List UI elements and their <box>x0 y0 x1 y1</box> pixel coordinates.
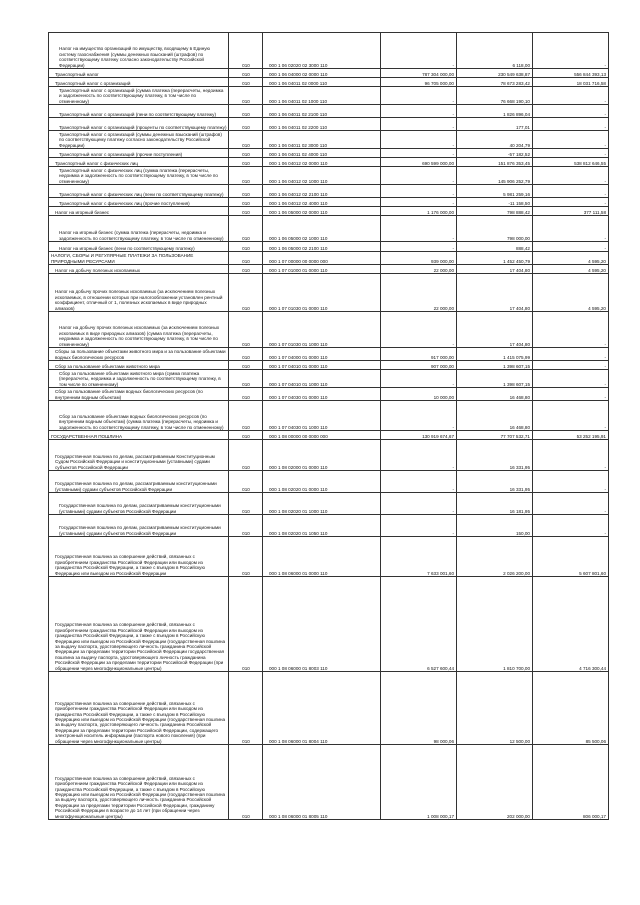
row-name-cell: Налог на игорный бизнес (пени по соответствующему платежу) <box>49 242 229 252</box>
row-line-code-cell: 010 <box>229 252 263 265</box>
row-unexecuted-cell: - <box>533 348 609 361</box>
row-line-code-cell: 010 <box>229 401 263 431</box>
row-line-code-cell: 010 <box>229 431 263 440</box>
table-row <box>49 149 609 158</box>
row-unexecuted-cell: - <box>533 149 609 158</box>
row-approved-cell: - <box>381 440 457 471</box>
row-unexecuted-cell: 538 812 646,55 <box>533 158 609 167</box>
row-approved-cell: 690 599 000,00 <box>381 158 457 167</box>
row-line-code-cell: 010 <box>229 370 263 388</box>
row-budget-code-cell: 000 1 07 00000 00 0000 000 <box>263 252 381 265</box>
table-row <box>49 252 609 265</box>
row-name-cell: Транспортный налог с организаций (пени по соответствующему платежу) <box>49 105 229 118</box>
row-budget-code-cell: 000 1 08 02020 01 1000 110 <box>263 493 381 515</box>
row-unexecuted-cell: - <box>533 87 609 105</box>
row-unexecuted-cell: - <box>533 312 609 348</box>
row-name-cell: Государственная пошлина по делам, рассматриваемым конституционными (уставными) судами субъектов Российской Федерации <box>49 515 229 537</box>
row-unexecuted-cell: 85 500,06 <box>533 672 609 745</box>
row-approved-cell: - <box>381 105 457 118</box>
row-line-code-cell: 010 <box>229 515 263 537</box>
row-unexecuted-cell: 4 716 300,44 <box>533 577 609 672</box>
table-row <box>49 207 609 216</box>
row-line-code-cell: 010 <box>229 348 263 361</box>
table-row <box>49 78 609 87</box>
row-executed-cell: 16 468,80 <box>457 401 533 431</box>
table-row <box>49 158 609 167</box>
table-row <box>49 167 609 185</box>
row-name-cell: Налог на добычу полезных ископаемых <box>49 265 229 274</box>
row-unexecuted-cell: 556 844 393,13 <box>533 69 609 78</box>
row-approved-cell: - <box>381 493 457 515</box>
row-unexecuted-cell: - <box>533 493 609 515</box>
row-name-cell: Государственная пошлина за совершение действий, связанных с приобретением гражданства Российской Федерации или выходом из гражданства Российской Федерации, а также с въездом в Российскую Федерацию или выездом из Российской Федерации (государственная пошлина за выдачу паспорта, удостоверяющего личность гражданина Российской Федерации за пределами территории Российской Федерации, гражданину Российской Федерации в возрасте до 14 лет (при обращении через многофункциональные центры) <box>49 745 229 820</box>
row-executed-cell: 888,42 <box>457 242 533 252</box>
row-executed-cell: 40 204,79 <box>457 131 533 149</box>
table-row <box>49 672 609 745</box>
row-unexecuted-cell: - <box>533 515 609 537</box>
row-line-code-cell: 010 <box>229 216 263 242</box>
row-unexecuted-cell: - <box>533 361 609 370</box>
table-row <box>49 131 609 149</box>
row-executed-cell: 6 118,00 <box>457 33 533 69</box>
table-row <box>49 515 609 537</box>
row-unexecuted-cell: - <box>533 105 609 118</box>
row-executed-cell: 16 331,95 <box>457 440 533 471</box>
table-row <box>49 440 609 471</box>
row-approved-cell: 22 000,00 <box>381 274 457 312</box>
row-name-cell: Налог на игорный бизнес <box>49 207 229 216</box>
row-budget-code-cell: 000 1 06 02020 02 3000 110 <box>263 33 381 69</box>
row-name-cell: Сборы за пользование объектами животного мира и за пользование объектами водных биологических ресурсов <box>49 348 229 361</box>
row-approved-cell: - <box>381 87 457 105</box>
row-approved-cell: 1 008 000,17 <box>381 745 457 820</box>
row-executed-cell: 150,00 <box>457 515 533 537</box>
row-line-code-cell: 010 <box>229 493 263 515</box>
row-line-code-cell: 010 <box>229 149 263 158</box>
row-approved-cell: - <box>381 471 457 493</box>
row-executed-cell: 145 906 252,79 <box>457 167 533 185</box>
table-row <box>49 471 609 493</box>
row-line-code-cell: 010 <box>229 274 263 312</box>
row-unexecuted-cell: - <box>533 471 609 493</box>
row-line-code-cell: 010 <box>229 745 263 820</box>
row-budget-code-cell: 000 1 08 06000 01 8004 110 <box>263 672 381 745</box>
row-approved-cell: 787 304 000,00 <box>381 69 457 78</box>
row-name-cell: Транспортный налог с физических лиц (пени по соответствующему платежу) <box>49 185 229 198</box>
table-row <box>49 388 609 401</box>
row-executed-cell: 12 500,00 <box>457 672 533 745</box>
row-unexecuted-cell: - <box>533 33 609 69</box>
row-executed-cell: 151 876 353,45 <box>457 158 533 167</box>
row-budget-code-cell: 000 1 06 04012 02 4000 110 <box>263 198 381 207</box>
row-executed-cell: 1 452 450,79 <box>457 252 533 265</box>
row-executed-cell: 16 331,95 <box>457 471 533 493</box>
row-approved-cell: 10 000,00 <box>381 388 457 401</box>
row-name-cell: Транспортный налог с организаций (сумма платежа (перерасчеты, недоимка и задолженность по соответствующему платежу, в том числе по отмененному) <box>49 87 229 105</box>
row-name-cell: Сбор за пользование объектами водных биологических ресурсов (по внутренним водным объектам) <box>49 388 229 401</box>
row-executed-cell: 1 398 607,15 <box>457 361 533 370</box>
row-name-cell: Транспортный налог с физических лиц <box>49 158 229 167</box>
row-approved-cell: - <box>381 149 457 158</box>
table-row <box>49 216 609 242</box>
row-budget-code-cell: 000 1 07 01030 01 1000 110 <box>263 312 381 348</box>
row-approved-cell: 1 176 000,00 <box>381 207 457 216</box>
row-unexecuted-cell: 806 000,17 <box>533 745 609 820</box>
row-unexecuted-cell: 4 595,20 <box>533 265 609 274</box>
row-approved-cell: 6 527 600,44 <box>381 577 457 672</box>
row-executed-cell: 202 000,00 <box>457 745 533 820</box>
row-unexecuted-cell: - <box>533 167 609 185</box>
row-budget-code-cell: 000 1 06 05000 02 2100 110 <box>263 242 381 252</box>
row-line-code-cell: 010 <box>229 167 263 185</box>
row-unexecuted-cell: 4 595,20 <box>533 274 609 312</box>
row-executed-cell: 177,01 <box>457 118 533 131</box>
row-budget-code-cell: 000 1 06 04012 02 1000 110 <box>263 167 381 185</box>
table-row <box>49 401 609 431</box>
row-name-cell: Государственная пошлина по делам, рассматриваемым Конституционным Судом Российской Федерации и конституционными (уставными) судами субъектов Российской Федерации <box>49 440 229 471</box>
row-approved-cell: 130 919 674,67 <box>381 431 457 440</box>
row-executed-cell: 1 826 896,04 <box>457 105 533 118</box>
row-line-code-cell: 010 <box>229 69 263 78</box>
row-budget-code-cell: 000 1 06 04000 02 0000 110 <box>263 69 381 78</box>
row-name-cell: Транспортный налог <box>49 69 229 78</box>
row-unexecuted-cell: - <box>533 198 609 207</box>
row-name-cell: Налог на добычу прочих полезных ископаемых (за исключением полезных ископаемых, в отношении которых при налогообложении установлен рентный коэффициент, отличный от 1, полезных ископаемых в виде природных алмазов) <box>49 274 229 312</box>
table-row <box>49 370 609 388</box>
row-approved-cell: - <box>381 131 457 149</box>
row-name-cell: Налог на имущество организаций по имуществу, входящему в Единую систему газоснабжения (суммы денежных взысканий (штрафов) по соответствующему платежу согласно законодательству Российской Федерации) <box>49 33 229 69</box>
row-executed-cell: 2 026 200,00 <box>457 537 533 577</box>
table-row <box>49 312 609 348</box>
row-approved-cell: 98 000,06 <box>381 672 457 745</box>
table-row <box>49 431 609 440</box>
row-name-cell: Транспортный налог с организаций (прочие поступления) <box>49 149 229 158</box>
table-row <box>49 577 609 672</box>
table-row <box>49 69 609 78</box>
row-budget-code-cell: 000 1 07 04000 01 0000 110 <box>263 348 381 361</box>
row-unexecuted-cell: - <box>533 131 609 149</box>
row-executed-cell: 16 468,80 <box>457 388 533 401</box>
row-name-cell: Государственная пошлина за совершение действий, связанных с приобретением гражданства Российской Федерации или выходом из гражданства Российской Федерации, а также с въездом в Российскую Федерацию или выездом из Российской Федерации (государственная пошлина за выдачу паспорта, удостоверяющего личность гражданина Российской Федерации за пределами территории Российской Федерации государственная пошлина за выдачу паспорта, удостоверяющего личность гражданина Российской Федерации за пределами территории Российской Федерации (при обращении через многофункциональные центры) <box>49 577 229 672</box>
row-name-cell: Транспортный налог с физических лиц (сумма платежа (перерасчеты, недоимка и задолженность по соответствующему платежу, в том числе по отмененному) <box>49 167 229 185</box>
row-budget-code-cell: 000 1 06 04011 02 1000 110 <box>263 87 381 105</box>
row-line-code-cell: 010 <box>229 105 263 118</box>
table-row <box>49 348 609 361</box>
row-unexecuted-cell: - <box>533 388 609 401</box>
row-approved-cell: - <box>381 312 457 348</box>
row-line-code-cell: 010 <box>229 440 263 471</box>
row-executed-cell: 1 398 607,15 <box>457 370 533 388</box>
row-name-cell: Государственная пошлина по делам, рассматриваемым конституционными (уставными) судами субъектов Российской Федерации <box>49 493 229 515</box>
row-name-cell: Транспортный налог с организаций (суммы денежных взысканий (штрафов) по соответствующему платежу согласно законодательству Российской Федерации) <box>49 131 229 149</box>
row-executed-cell: 1 415 075,99 <box>457 348 533 361</box>
row-line-code-cell: 010 <box>229 242 263 252</box>
row-budget-code-cell: 000 1 08 06000 01 8005 110 <box>263 745 381 820</box>
row-budget-code-cell: 000 1 08 06000 01 0000 110 <box>263 537 381 577</box>
row-executed-cell: 78 673 283,42 <box>457 78 533 87</box>
table-row <box>49 185 609 198</box>
row-executed-cell: 77 707 532,71 <box>457 431 533 440</box>
row-line-code-cell: 010 <box>229 361 263 370</box>
row-line-code-cell: 010 <box>229 471 263 493</box>
row-executed-cell: 798 888,42 <box>457 207 533 216</box>
table-row <box>49 274 609 312</box>
table-row <box>49 745 609 820</box>
table-row <box>49 242 609 252</box>
row-name-cell: Государственная пошлина за совершение действий, связанных с приобретением гражданства Российской Федерации или выходом из гражданства Российской Федерации, а также с въездом в Российскую Федерацию или выездом из Российской Федерации (государственная пошлина за выдачу паспорта, удостоверяющего личность гражданина Российской Федерации за пределами территории Российской Федерации, содержащего электронный носитель информации (паспорта нового поколения) (при обращении через многофункциональные центры) <box>49 672 229 745</box>
row-executed-cell: 230 549 638,87 <box>457 69 533 78</box>
row-unexecuted-cell: 377 111,58 <box>533 207 609 216</box>
row-line-code-cell: 010 <box>229 672 263 745</box>
row-executed-cell: -57 182,52 <box>457 149 533 158</box>
row-executed-cell: 798 000,00 <box>457 216 533 242</box>
table-row <box>49 87 609 105</box>
row-approved-cell: - <box>381 401 457 431</box>
table-row <box>49 198 609 207</box>
row-approved-cell: 96 705 000,00 <box>381 78 457 87</box>
row-unexecuted-cell: 18 031 716,58 <box>533 78 609 87</box>
table-row <box>49 361 609 370</box>
row-approved-cell: 907 000,00 <box>381 361 457 370</box>
row-budget-code-cell: 000 1 07 04030 01 1000 110 <box>263 401 381 431</box>
row-name-cell: Сбор за пользование объектами животного мира <box>49 361 229 370</box>
row-line-code-cell: 010 <box>229 537 263 577</box>
row-unexecuted-cell: - <box>533 242 609 252</box>
row-executed-cell: 16 181,95 <box>457 493 533 515</box>
row-approved-cell: - <box>381 33 457 69</box>
row-budget-code-cell: 000 1 07 04030 01 0000 110 <box>263 388 381 401</box>
table-row <box>49 33 609 69</box>
row-name-cell: Налог на игорный бизнес (сумма платежа (перерасчеты, недоимка и задолженность по соответствующему платежу, в том числе по отмененному) <box>49 216 229 242</box>
table-row <box>49 118 609 131</box>
row-line-code-cell: 010 <box>229 198 263 207</box>
row-budget-code-cell: 000 1 06 05000 02 1000 110 <box>263 216 381 242</box>
row-budget-code-cell: 000 1 06 04011 02 2100 110 <box>263 105 381 118</box>
row-budget-code-cell: 000 1 06 04011 02 0000 110 <box>263 78 381 87</box>
row-budget-code-cell: 000 1 08 02020 01 0000 110 <box>263 471 381 493</box>
row-budget-code-cell: 000 1 07 01000 01 0000 110 <box>263 265 381 274</box>
budget-table-body <box>49 33 609 820</box>
row-executed-cell: 17 404,80 <box>457 265 533 274</box>
row-name-cell: Сбор за пользование объектами животного мира (сумма платежа (перерасчеты, недоимка и задолженность по соответствующему платежу, в том числе по отмененному) <box>49 370 229 388</box>
row-budget-code-cell: 000 1 07 04010 01 0000 110 <box>263 361 381 370</box>
row-name-cell: Налог на добычу прочих полезных ископаемых (за исключением полезных ископаемых в виде природных алмазов) (сумма платежа (перерасчеты, недоимка и задолженность по соответствующему платежу, в том числе по отмененному) <box>49 312 229 348</box>
row-budget-code-cell: 000 1 08 06000 01 8003 110 <box>263 577 381 672</box>
row-line-code-cell: 010 <box>229 131 263 149</box>
row-approved-cell: - <box>381 198 457 207</box>
row-name-cell: НАЛОГИ, СБОРЫ И РЕГУЛЯРНЫЕ ПЛАТЕЖИ ЗА ПОЛЬЗОВАНИЕ ПРИРОДНЫМИ РЕСУРСАМИ <box>49 252 229 265</box>
row-line-code-cell: 010 <box>229 185 263 198</box>
row-name-cell: ГОСУДАРСТВЕННАЯ ПОШЛИНА <box>49 431 229 440</box>
budget-table <box>48 32 609 820</box>
row-name-cell: Транспортный налог с физических лиц (прочие поступления) <box>49 198 229 207</box>
row-approved-cell: 7 633 001,60 <box>381 537 457 577</box>
row-unexecuted-cell: - <box>533 370 609 388</box>
row-approved-cell: 939 000,00 <box>381 252 457 265</box>
row-unexecuted-cell: 4 595,20 <box>533 252 609 265</box>
row-executed-cell: 76 668 190,10 <box>457 87 533 105</box>
row-executed-cell: 17 404,80 <box>457 312 533 348</box>
row-executed-cell: 5 981 259,16 <box>457 185 533 198</box>
row-budget-code-cell: 000 1 06 04012 02 0000 110 <box>263 158 381 167</box>
row-budget-code-cell: 000 1 08 02000 01 0000 110 <box>263 440 381 471</box>
row-approved-cell: - <box>381 216 457 242</box>
row-name-cell: Государственная пошлина за совершение действий, связанных с приобретением гражданства Российской Федерации или выходом из гражданства Российской Федерации, а также с въездом в Российскую Федерацию или выездом из Российской Федерации <box>49 537 229 577</box>
row-approved-cell: 917 000,00 <box>381 348 457 361</box>
row-line-code-cell: 010 <box>229 577 263 672</box>
row-budget-code-cell: 000 1 08 02020 01 1050 110 <box>263 515 381 537</box>
row-approved-cell: - <box>381 185 457 198</box>
row-unexecuted-cell: - <box>533 118 609 131</box>
row-name-cell: Транспортный налог с организаций (проценты по соответствующему платежу) <box>49 118 229 131</box>
row-name-cell: Транспортный налог с организаций <box>49 78 229 87</box>
table-row <box>49 493 609 515</box>
row-budget-code-cell: 000 1 06 04012 02 2100 110 <box>263 185 381 198</box>
row-budget-code-cell: 000 1 07 01030 01 0000 110 <box>263 274 381 312</box>
table-row <box>49 537 609 577</box>
table-row <box>49 105 609 118</box>
row-name-cell: Сбор за пользование объектами водных биологических ресурсов (по внутренним водным объектам) (сумма платежа (перерасчеты, недоимка и задолженность по соответствующему платежу, в том числе по отмененному) <box>49 401 229 431</box>
row-line-code-cell: 010 <box>229 118 263 131</box>
row-unexecuted-cell: - <box>533 440 609 471</box>
row-name-cell: Государственная пошлина по делам, рассматриваемым конституционными (уставными) судами субъектов Российской Федерации <box>49 471 229 493</box>
row-executed-cell: 1 810 700,00 <box>457 577 533 672</box>
row-line-code-cell: 010 <box>229 265 263 274</box>
row-budget-code-cell: 000 1 08 00000 00 0000 000 <box>263 431 381 440</box>
row-unexecuted-cell: - <box>533 185 609 198</box>
row-approved-cell: - <box>381 515 457 537</box>
row-line-code-cell: 010 <box>229 388 263 401</box>
table-row <box>49 265 609 274</box>
row-line-code-cell: 010 <box>229 158 263 167</box>
row-unexecuted-cell: - <box>533 401 609 431</box>
row-budget-code-cell: 000 1 06 04011 02 4000 110 <box>263 149 381 158</box>
row-unexecuted-cell: 5 607 801,60 <box>533 537 609 577</box>
row-budget-code-cell: 000 1 06 05000 02 0000 110 <box>263 207 381 216</box>
row-budget-code-cell: 000 1 06 04011 02 2200 110 <box>263 118 381 131</box>
row-approved-cell: - <box>381 370 457 388</box>
row-budget-code-cell: 000 1 07 04010 01 1000 110 <box>263 370 381 388</box>
row-line-code-cell: 010 <box>229 87 263 105</box>
row-approved-cell: - <box>381 118 457 131</box>
row-approved-cell: 22 000,00 <box>381 265 457 274</box>
row-line-code-cell: 010 <box>229 33 263 69</box>
row-approved-cell: - <box>381 167 457 185</box>
row-unexecuted-cell: 53 252 195,91 <box>533 431 609 440</box>
row-approved-cell: - <box>381 242 457 252</box>
row-line-code-cell: 010 <box>229 207 263 216</box>
row-executed-cell: 17 404,80 <box>457 274 533 312</box>
row-unexecuted-cell: - <box>533 216 609 242</box>
row-executed-cell: -11 158,50 <box>457 198 533 207</box>
row-line-code-cell: 010 <box>229 312 263 348</box>
row-line-code-cell: 010 <box>229 78 263 87</box>
row-budget-code-cell: 000 1 06 04011 02 3000 110 <box>263 131 381 149</box>
